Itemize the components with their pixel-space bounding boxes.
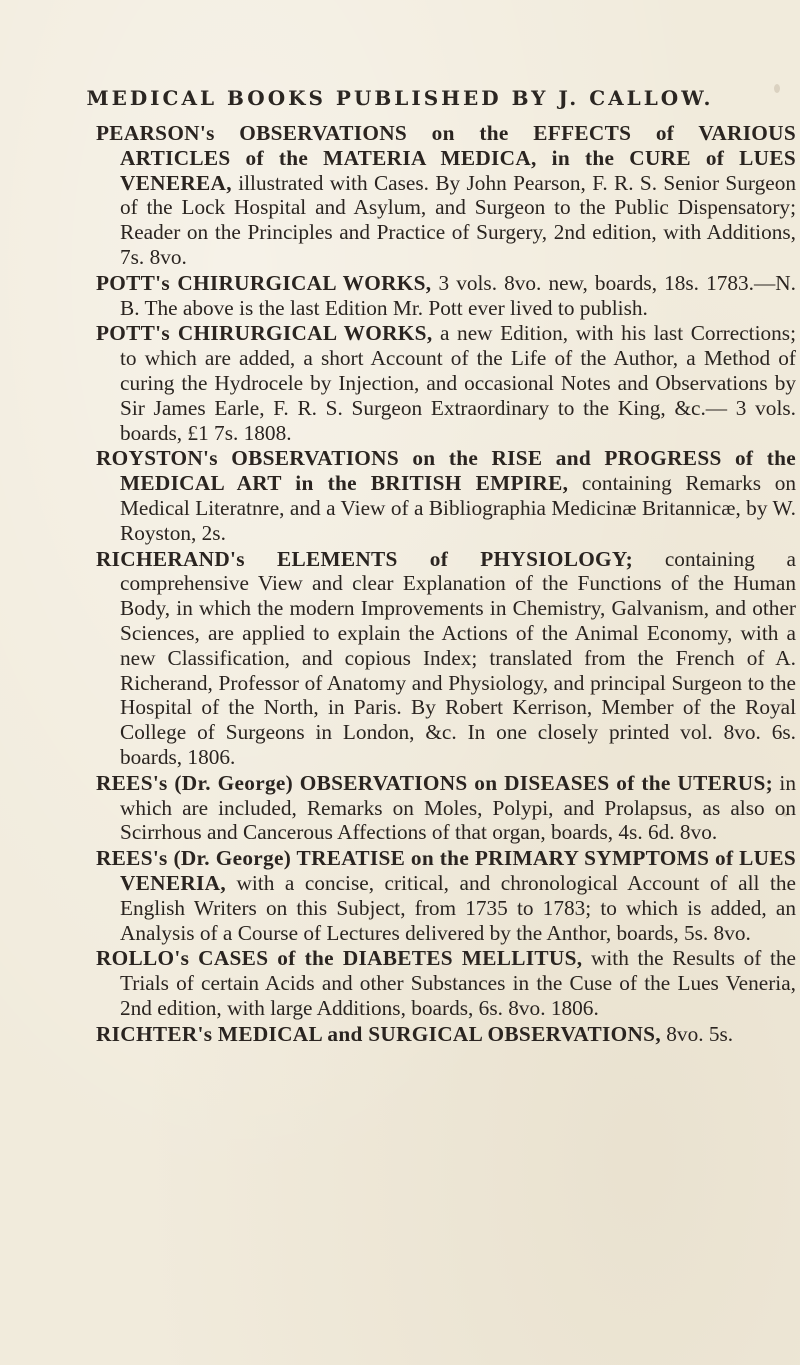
book-description: in which are included, Remarks on Moles, Polypi, and Prolapsus, as also on Scirrhous and Cancerous Affections of that organ, boards, 4s. 6d. 8vo. xyxy=(120,770,796,845)
book-title: POTT's CHIRURGICAL WORKS, xyxy=(96,270,432,295)
book-description: a new Edition, with his last Corrections; to which are added, a short Account of the Life of the Author, a Method of curing the Hydrocele by Injection, and occasional Notes and Observations by Sir James Earle, F. R. S. Surgeon Extraordinary to the King, &c.— 3 vols. boards, £1 7s. 1808. xyxy=(120,321,796,445)
book-entry-richerand xyxy=(96,547,796,770)
book-title: POTT's CHIRURGICAL WORKS, xyxy=(96,321,433,346)
book-title: RICHERAND's ELEMENTS of PHYSIOLOGY; xyxy=(96,546,634,571)
book-title: REES's (Dr. George) TREATISE on the PRIMARY SYMPTOMS of LUES VENERIA, xyxy=(96,846,796,895)
book-description: containing Remarks on Medical Literatnre, and a View of a Bibliographia Medicinæ Britannicæ, by W. Royston, 2s. xyxy=(120,471,796,545)
book-entry-rees-treatise xyxy=(96,846,796,945)
book-title: ROLLO's CASES of the DIABETES MELLITUS, xyxy=(96,946,583,971)
book-entry-rees-uterus xyxy=(96,771,796,845)
book-description: 8vo. 5s. xyxy=(660,1021,734,1046)
book-description: with the Results of the Trials of certain Acids and other Substances in the Cuse of the Lues Veneria, 2nd edition, with large Additions, boards, 6s. 8vo. 1806. xyxy=(120,946,796,1020)
book-title: REES's (Dr. George) OBSERVATIONS on DISEASES of the UTERUS; xyxy=(96,770,773,795)
book-title: PEARSON's OBSERVATIONS on the EFFECTS of VARIOUS ARTICLES of the MATERIA MEDICA, in the CURE of LUES VENEREA, xyxy=(96,121,796,195)
book-entry-pearson xyxy=(96,121,796,270)
book-title: ROYSTON's OBSERVATIONS on the RISE and PROGRESS of the MEDICAL ART in the BRITISH EMPIRE, xyxy=(96,446,796,496)
book-list xyxy=(96,121,796,1047)
book-description: containing a comprehensive View and clear Explanation of the Functions of the Human Body, in which the modern Improvements in Chemistry, Galvanism, and other Sciences, are applied to explain the Actions of the Animal Economy, with a new Classification, and copious Index; translated from the French of A. Richerand, Professor of Anatomy and Physiology, and principal Surgeon to the Hospital of the North, in Paris. By Robert Kerrison, Member of the Royal College of Surgeons in London, &c. In one closely printed vol. 8vo. 6s. boards, 1806. xyxy=(120,546,797,769)
book-entry-rollo xyxy=(96,946,796,1020)
book-description: with a concise, critical, and chronological Account of all the English Writers on this Subject, from 1735 to 1783; to which is added, an Analysis of a Course of Lectures delivered by the Anthor, boards, 5s. 8vo. xyxy=(120,870,796,945)
book-entry-royston xyxy=(96,446,796,545)
book-entry-richter xyxy=(96,1022,796,1047)
book-description: illustrated with Cases. By John Pearson, F. R. S. Senior Surgeon of the Lock Hospital and Asylum, and Surgeon to the Public Dispensatory; Reader on the Principles and Practice of Surgery, 2nd edition, with Additions, 7s. 8vo. xyxy=(120,170,796,269)
book-description: 3 vols. 8vo. new, boards, 18s. 1783.—N. B. The above is the last Edition Mr. Pott ever lived to publish. xyxy=(120,270,796,320)
book-entry-pott-1783 xyxy=(96,271,796,321)
page-header: MEDICAL BOOKS PUBLISHED BY J. CALLOW. xyxy=(86,86,714,110)
book-entry-pott-1808 xyxy=(96,321,796,445)
book-title: RICHTER's MEDICAL and SURGICAL OBSERVATIONS, xyxy=(96,1021,661,1046)
